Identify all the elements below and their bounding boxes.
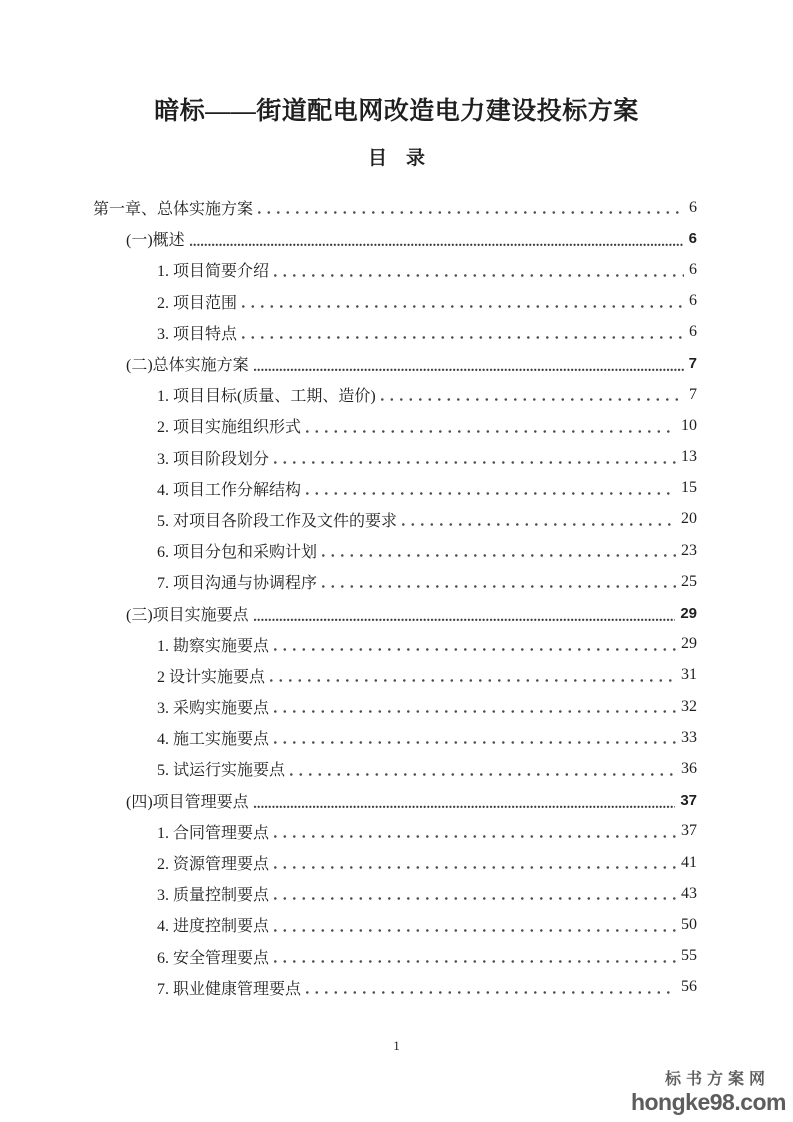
toc-entry-label: 6. 安全管理要点 [157, 949, 270, 967]
watermark-site-name: 标书方案网 [664, 1071, 770, 1088]
toc-entry-page-number: 33 [681, 728, 697, 746]
toc-leader-dots [274, 878, 678, 909]
toc-entry-page-number: 29 [681, 635, 697, 653]
toc-entry [93, 254, 697, 285]
toc-entry-page-number: 29 [680, 604, 697, 622]
toc-entry [93, 816, 697, 847]
toc-entry-page-number: 23 [681, 541, 697, 559]
toc-entry-page-number: 32 [681, 697, 697, 715]
toc-leader-dots [254, 597, 678, 628]
toc-entry [93, 504, 697, 535]
toc-entry [93, 286, 697, 317]
toc-entry-page-number: 10 [681, 416, 697, 434]
toc-entry-label: 3. 项目阶段划分 [157, 450, 270, 468]
toc-leader-dots [258, 192, 686, 223]
toc-entry-page-number: 36 [681, 759, 697, 777]
toc-entry-label: 1. 合同管理要点 [157, 824, 270, 842]
toc-entry [93, 972, 697, 1003]
toc-entry [93, 317, 697, 348]
toc-entry-page-number: 31 [681, 666, 697, 684]
toc-entry-page-number: 20 [681, 510, 697, 528]
toc-leader-dots [254, 785, 678, 816]
toc-leader-dots [242, 317, 686, 348]
toc-entry-page-number: 6 [689, 323, 697, 341]
toc-entry [93, 442, 697, 473]
toc-entry-page-number: 7 [689, 385, 697, 403]
toc-entry [93, 941, 697, 972]
document-title: 暗标——街道配电网改造电力建设投标方案 [154, 98, 639, 125]
toc-entry-page-number: 6 [689, 260, 697, 278]
toc-leader-dots [242, 286, 686, 317]
toc-leader-dots [322, 535, 678, 566]
toc-entry-label: 3. 质量控制要点 [157, 887, 270, 905]
toc-entry-label: (二)总体实施方案 [126, 357, 249, 375]
toc-entry-label: 2. 项目实施组织形式 [157, 419, 302, 437]
toc-entry [93, 878, 697, 909]
toc-entry-label: 5. 对项目各阶段工作及文件的要求 [157, 512, 398, 530]
toc-entry-label: (三)项目实施要点 [126, 606, 249, 624]
toc-entry-page-number: 37 [681, 822, 697, 840]
toc-list [0, 192, 793, 1003]
toc-leader-dots [274, 847, 678, 878]
toc-entry-page-number: 41 [681, 853, 697, 871]
toc-entry-label: 3. 采购实施要点 [157, 700, 270, 718]
toc-entry-page-number: 25 [681, 572, 697, 590]
toc-leader-dots [306, 473, 678, 504]
toc-entry-page-number: 13 [681, 448, 697, 466]
toc-entry [93, 660, 697, 691]
toc-entry [93, 691, 697, 722]
toc-leader-dots [322, 566, 678, 597]
toc-leader-dots [274, 909, 678, 940]
toc-entry-page-number: 56 [681, 978, 697, 996]
toc-entry [93, 348, 697, 379]
toc-leader-dots [274, 442, 678, 473]
toc-leader-dots [306, 972, 678, 1003]
toc-heading: 目 录 [367, 148, 425, 169]
toc-entry-page-number: 55 [681, 947, 697, 965]
toc-leader-dots [381, 379, 686, 410]
toc-entry-label: 4. 施工实施要点 [157, 731, 270, 749]
toc-entry-page-number: 37 [680, 791, 697, 809]
toc-entry [93, 410, 697, 441]
toc-entry-page-number: 6 [689, 292, 697, 310]
toc-entry-label: 1. 项目简要介绍 [157, 263, 270, 281]
toc-entry-page-number: 50 [681, 915, 697, 933]
toc-entry [93, 753, 697, 784]
toc-entry [93, 379, 697, 410]
toc-entry [93, 785, 697, 816]
toc-entry [93, 847, 697, 878]
toc-leader-dots [190, 223, 686, 254]
toc-entry-label: 第一章、总体实施方案 [93, 201, 254, 219]
toc-leader-dots [274, 722, 678, 753]
toc-leader-dots [274, 629, 678, 660]
toc-leader-dots [306, 410, 678, 441]
toc-leader-dots [274, 941, 678, 972]
toc-leader-dots [274, 254, 686, 285]
toc-entry [93, 909, 697, 940]
toc-entry [93, 597, 697, 628]
toc-entry-label: (四)项目管理要点 [126, 793, 249, 811]
toc-entry-label: 1. 勘察实施要点 [157, 637, 270, 655]
toc-leader-dots [274, 816, 678, 847]
watermark-site-url: hongke98.com [630, 1089, 786, 1115]
toc-entry-page-number: 6 [688, 230, 697, 248]
toc-entry [93, 722, 697, 753]
toc-leader-dots [254, 348, 686, 379]
toc-entry-label: 3. 项目特点 [157, 325, 238, 343]
toc-leader-dots [402, 504, 678, 535]
toc-entry-label: 7. 项目沟通与协调程序 [157, 575, 318, 593]
toc-entry-page-number: 43 [681, 884, 697, 902]
footer-page-number: 1 [393, 1038, 400, 1053]
toc-entry [93, 223, 697, 254]
toc-entry-label: 2 设计实施要点 [157, 668, 266, 686]
toc-leader-dots [274, 691, 678, 722]
toc-entry-label: 6. 项目分包和采购计划 [157, 544, 318, 562]
toc-entry-label: 4. 进度控制要点 [157, 918, 270, 936]
toc-entry-page-number: 7 [688, 355, 697, 373]
toc-entry-label: 2. 资源管理要点 [157, 856, 270, 874]
toc-entry [93, 629, 697, 660]
toc-entry [93, 473, 697, 504]
toc-entry-label: 4. 项目工作分解结构 [157, 481, 302, 499]
toc-entry-label: 7. 职业健康管理要点 [157, 980, 302, 998]
toc-entry-label: 2. 项目范围 [157, 294, 238, 312]
toc-entry [93, 566, 697, 597]
toc-entry-page-number: 15 [681, 479, 697, 497]
watermark [631, 1072, 786, 1114]
toc-entry-label: 1. 项目目标(质量、工期、造价) [157, 388, 376, 406]
toc-entry-page-number: 6 [689, 198, 697, 216]
toc-leader-dots [270, 660, 678, 691]
toc-entry [93, 192, 697, 223]
toc-leader-dots [290, 753, 678, 784]
toc-entry-label: (一)概述 [126, 232, 185, 250]
toc-entry [93, 535, 697, 566]
toc-entry-label: 5. 试运行实施要点 [157, 762, 286, 780]
